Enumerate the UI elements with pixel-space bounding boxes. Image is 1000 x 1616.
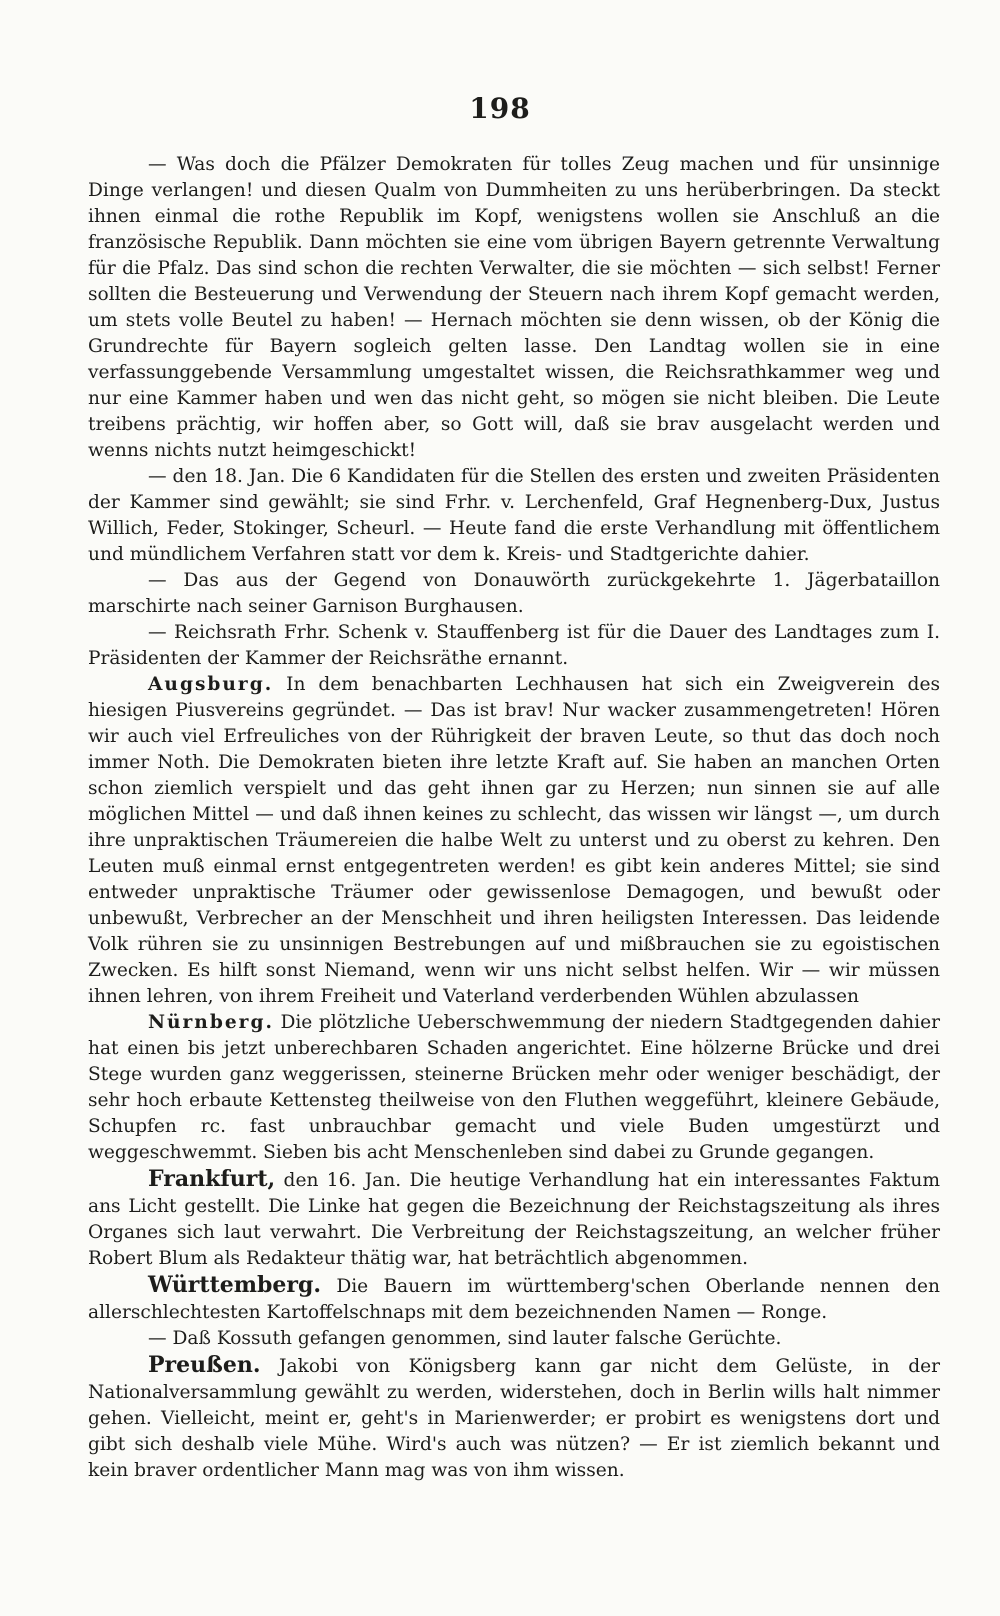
paragraph-presidents-candidates: — den 18. Jan. Die 6 Kandidaten für die Stellen des ersten und zweiten Präsidenten der Kammer sind gewählt; sie sind Frhr. v. Lerchenfeld, Graf Hegnenberg-Dux, Justus Willich, Feder, Stokinger, Scheurl. — Heute fand die erste Verhandlung mit öffentlichem und mündlichem Verfahren statt vor dem k. Kreis- und Stadtgerichte dahier. [88, 466, 940, 565]
paragraph-jaegerbataillon: — Das aus der Gegend von Donauwörth zurückgekehrte 1. Jägerbataillon marschirte nach seiner Garnison Burghausen. [88, 570, 940, 617]
paragraph-nuernberg: Nürnberg. Die plötzliche Ueberschwemmung der niedern Stadtgegenden dahier hat einen bis jetzt unberechbaren Schaden angerichtet. Eine hölzerne Brücke und drei Stege wurden ganz weggerissen, steinerne Brücken mehr oder weniger beschädigt, der sehr hoch erbaute Kettensteg theilweise von den Fluthen weggeführt, kleinere Gebäude, Schupfen rc. fast unbrauchbar gemacht und viele Buden umgestürzt und weggeschwemmt. Sieben bis acht Menschenleben sind dabei zu Grunde gegangen. [88, 1012, 940, 1163]
paragraph-reichsrath: — Reichsrath Frhr. Schenk v. Stauffenberg ist für die Dauer des Landtages zum I. Präsidenten der Kammer der Reichsräthe ernannt. [88, 622, 940, 669]
section-heading-wuerttemberg: Württemberg. [148, 1272, 322, 1298]
section-heading-frankfurt: Frankfurt, [148, 1166, 276, 1192]
paragraph-kossuth: — Daß Kossuth gefangen genommen, sind lauter falsche Gerüchte. [148, 1328, 782, 1349]
article-body [88, 152, 940, 1484]
page-number: 198 [469, 92, 531, 125]
paragraph-pfalz-democrats: — Was doch die Pfälzer Demokraten für tolles Zeug machen und für unsinnige Dinge verlangen! und diesen Qualm von Dummheiten zu uns herüberbringen. Da steckt ihnen einmal die rothe Republik im Kopf, wenigstens wollen sie Anschluß an die französische Republik. Dann möchten sie eine vom übrigen Bayern getrennte Verwaltung für die Pfalz. Das sind schon die rechten Verwalter, die sie möchten — sich selbst! Ferner sollten die Besteuerung und Verwendung der Steuern nach ihrem Kopf gemacht werden, um stets volle Beutel zu haben! — Hernach möchten sie denn wissen, ob der König die Grundrechte für Bayern sogleich gelten lasse. Den Landtag wollen sie in eine verfassunggebende Versammlung umgestaltet wissen, die Reichsrathkammer weg und nur eine Kammer haben und wen das nicht geht, so mögen sie nicht bleiben. Die Leute treibens prächtig, wir hoffen aber, so Gott will, daß sie brav ausgelacht werden und wenns nichts nutzt heimgeschickt! [88, 154, 940, 461]
paragraph-wuerttemberg: Württemberg. Die Bauern im württemberg'schen Oberlande nennen den allerschlechtesten Kartoffelschnaps mit dem bezeichnenden Namen — Ronge. [88, 1272, 940, 1323]
paragraph-augsburg: Augsburg. In dem benachbarten Lechhausen hat sich ein Zweigverein des hiesigen Piusvereins gegründet. — Das ist brav! Nur wacker zusammengetreten! Hören wir auch viel Erfreuliches von der Rührigkeit der braven Leute, so thut das doch noch immer Noth. Die Demokraten bieten ihre letzte Kraft auf. Sie haben an manchen Orten schon ziemlich verspielt und das geht ihnen gar zu Herzen; nun sinnen sie auf alle möglichen Mittel — und daß ihnen keines zu schlecht, das wissen wir längst —, um durch ihre unpraktischen Träumereien die halbe Welt zu unterst und zu oberst zu kehren. Den Leuten muß einmal ernst entgegentreten werden! es gibt kein anderes Mittel; sie sind entweder unpraktische Träumer oder gewissenlose Demagogen, und bewußt oder unbewußt, Verbrecher an der Menschheit und ihren heiligsten Interessen. Das leidende Volk rühren sie zu unsinnigen Bestrebungen auf und mißbrauchen sie zu egoistischen Zwecken. Es hilft sonst Niemand, wenn wir uns nicht selbst helfen. Wir — wir müssen ihnen lehren, von ihrem Freiheit und Vaterland verderbenden Wühlen abzulassen [88, 674, 940, 1007]
section-heading-nuernberg: Nürnberg. [148, 1012, 274, 1033]
paragraph-frankfurt: Frankfurt, den 16. Jan. Die heutige Verhandlung hat ein interessantes Faktum ans Licht gestellt. Die Linke hat gegen die Bezeichnung der Reichstagszeitung als ihres Organes sich laut verwahrt. Die Verbreitung der Reichstagszeitung, an welcher früher Robert Blum als Redakteur thätig war, hat beträchtlich abgenommen. [88, 1166, 940, 1269]
section-heading-augsburg: Augsburg. [148, 674, 274, 695]
section-heading-preussen: Preußen. [148, 1352, 261, 1378]
paragraph-preussen: Preußen. Jakobi von Königsberg kann gar nicht dem Gelüste, in der Nationalversammlung gewählt zu werden, widerstehen, doch in Berlin wills halt nimmer gehen. Vielleicht, meint er, geht's in Marienwerder; er probirt es wenigstens dort und gibt sich deshalb viele Mühe. Wird's auch was nützen? — Er ist ziemlich bekannt und kein braver ordentlicher Mann mag was von ihm wissen. [88, 1352, 940, 1481]
